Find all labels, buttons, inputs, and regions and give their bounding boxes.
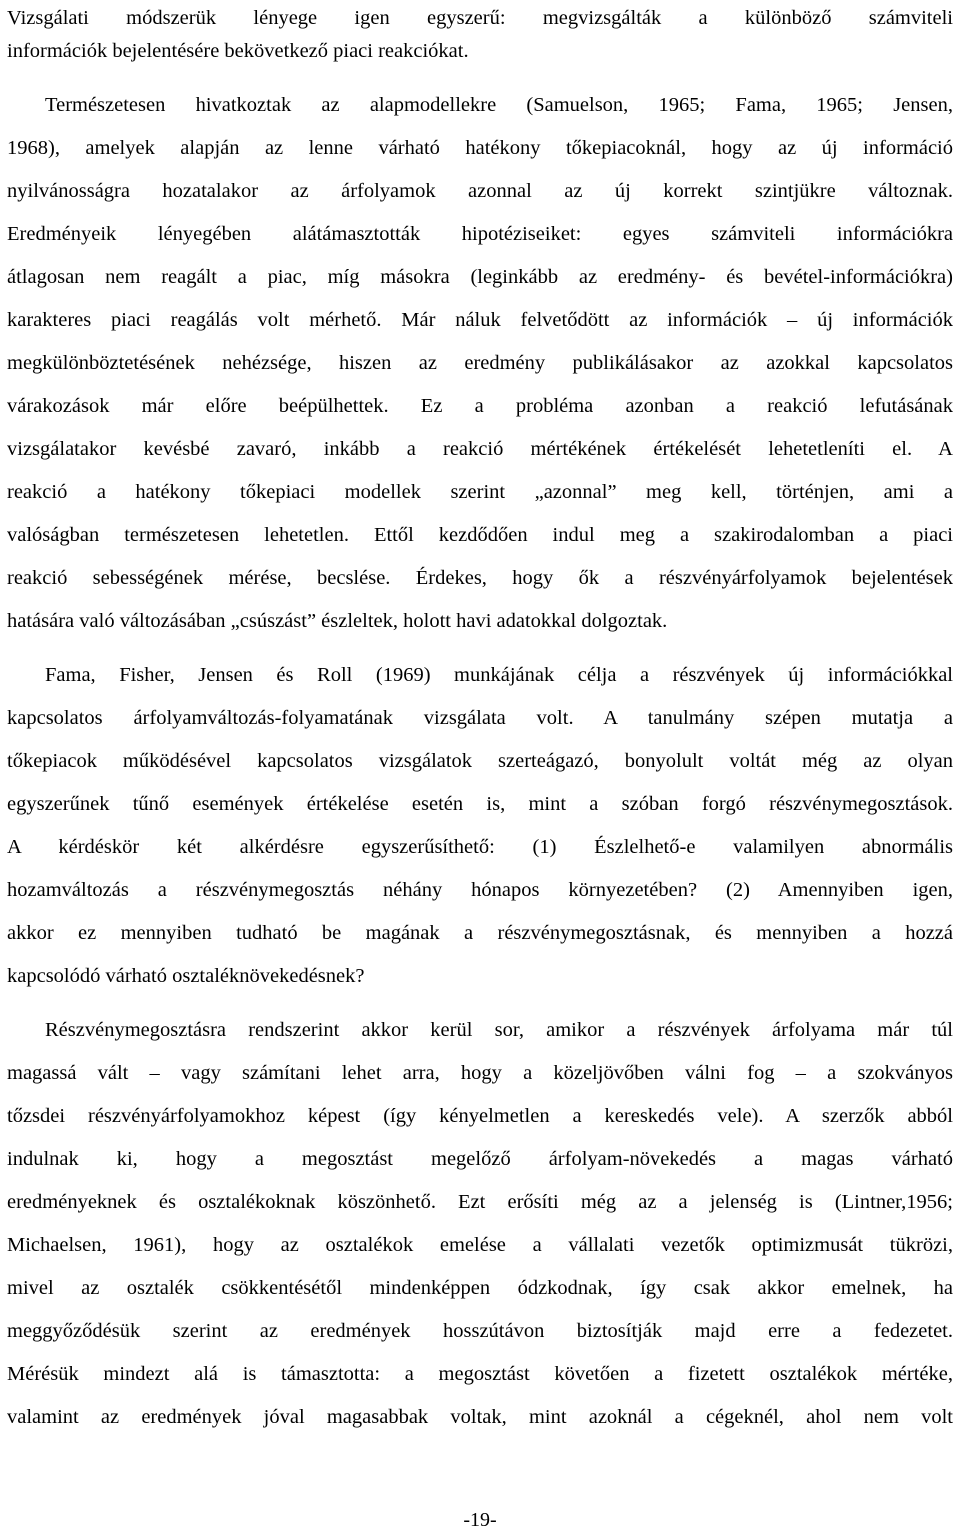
text-line: tőzsdei részvényárfolyamokhoz képest (így kényelmetlen a kereskedés vele). A szerzők abból (7, 1105, 953, 1127)
text-line: vizsgálatakor kevésbé zavaró, inkább a reakció mértékének értékelését lehetetleníti el. A (7, 438, 953, 460)
text-line: magassá vált – vagy számítani lehet arra, hogy a közeljövőben válni fog – a szokványos (7, 1062, 953, 1084)
text-line: egyszerűnek tűnő események értékelése esetén is, mint a szóban forgó részvénymegosztások. (7, 793, 953, 815)
text-line: átlagosan nem reagált a piac, míg másokra (leginkább az eredmény- és bevétel-információkra) (7, 266, 953, 288)
text-line: 1968), amelyek alapján az lenne várható hatékony tőkepiacoknál, hogy az új információ (7, 137, 953, 159)
text-line: Részvénymegosztásra rendszerint akkor kerül sor, amikor a részvények árfolyama már túl (45, 1019, 953, 1041)
text-line: Eredményeik lényegében alátámasztották hipotéziseiket: egyes számviteli információkra (7, 223, 953, 245)
text-line: Mérésük mindezt alá is támasztotta: a megosztást követően a fizetett osztalékok mértéke, (7, 1363, 953, 1385)
text-line: eredményeknek és osztalékoknak köszönhető. Ezt erősíti még az a jelenség is (Lintner,1956; (7, 1191, 953, 1213)
text-line: indulnak ki, hogy a megosztást megelőző árfolyam-növekedés a magas várható (7, 1148, 953, 1170)
text-line: hatására való változásában „csúszást” észleltek, holott havi adatokkal dolgoztak. (7, 610, 668, 632)
text-line: Természetesen hivatkoztak az alapmodellekre (Samuelson, 1965; Fama, 1965; Jensen, (45, 94, 953, 116)
text-line: meggyőződésük szerint az eredmények hosszútávon biztosítják majd erre a fedezetet. (7, 1320, 953, 1342)
text-line: Michaelsen, 1961), hogy az osztalékok emelése a vállalati vezetők optimizmusát tükrözi, (7, 1234, 953, 1256)
text-line: akkor ez mennyiben tudható be magának a részvénymegosztásnak, és mennyiben a hozzá (7, 922, 953, 944)
text-line: valamint az eredmények jóval magasabbak voltak, mint azoknál a cégeknél, ahol nem volt (7, 1406, 953, 1428)
text-line: hozamváltozás a részvénymegosztás néhány hónapos környezetében? (2) Amennyiben igen, (7, 879, 953, 901)
text-line: kapcsolatos árfolyamváltozás-folyamatának vizsgálata volt. A tanulmány szépen mutatja a (7, 707, 953, 729)
text-line: információk bejelentésére bekövetkező piaci reakciókat. (7, 40, 469, 62)
text-line: kapcsolódó várható osztaléknövekedésnek? (7, 965, 365, 987)
text-line: reakció a hatékony tőkepiaci modellek szerint „azonnal” meg kell, történjen, ami a (7, 481, 953, 503)
text-line: mivel az osztalék csökkentésétől mindenképpen ódzkodnak, így csak akkor emelnek, ha (7, 1277, 953, 1299)
text-line: megkülönböztetésének nehézsége, hiszen az eredmény publikálásakor az azokkal kapcsolatos (7, 352, 953, 374)
text-line: Vizsgálati módszerük lényege igen egyszerű: megvizsgálták a különböző számviteli (7, 7, 953, 29)
text-line: nyilvánosságra hozatalakor az árfolyamok azonnal az új korrekt szintjükre változnak. (7, 180, 953, 202)
text-line: karakteres piaci reagálás volt mérhető. Már náluk felvetődött az információk – új információk (7, 309, 953, 331)
text-line: várakozások már előre beépülhettek. Ez a probléma azonban a reakció lefutásának (7, 395, 953, 417)
text-line: Fama, Fisher, Jensen és Roll (1969) munkájának célja a részvények új információkkal (45, 664, 953, 686)
page-number: -19- (463, 1509, 497, 1529)
text-line: tőkepiacok működésével kapcsolatos vizsgálatok szerteágazó, bonyolult voltát még az olyan (7, 750, 953, 772)
text-line: valóságban természetesen lehetetlen. Ettől kezdődően indul meg a szakirodalomban a piaci (7, 524, 953, 546)
text-line: A kérdéskör két alkérdésre egyszerűsíthető: (1) Észlelhető-e valamilyen abnormális (7, 836, 953, 858)
text-line: reakció sebességének mérése, becslése. Érdekes, hogy ők a részvényárfolyamok bejelentések (7, 567, 953, 589)
